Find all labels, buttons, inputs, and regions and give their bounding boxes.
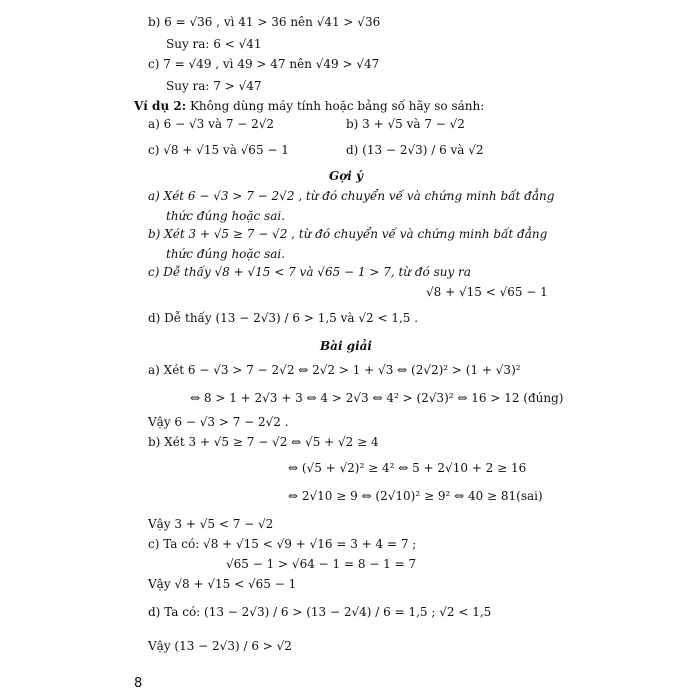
solution-b-conclusion: Vậy 3 + √5 < 7 − √2 xyxy=(148,517,274,531)
solution-b-2: ⇔ (√5 + √2)² ≥ 4² ⇔ 5 + 2√10 + 2 ≥ 16 xyxy=(288,461,527,475)
hint-heading: Gợi ý xyxy=(329,169,363,183)
line-suy-ra-2: Suy ra: 7 > √47 xyxy=(166,79,262,93)
hint-b-2: thức đúng hoặc sai. xyxy=(166,247,286,261)
example-2-text: Không dùng máy tính hoặc bảng số hãy so sánh: xyxy=(186,99,485,113)
line-suy-ra-1: Suy ra: 6 < √41 xyxy=(166,37,262,51)
line-c-part1: c) 7 = √49 , vì 49 > 47 nên √49 > √47 xyxy=(148,57,380,71)
exercise-a: a) 6 − √3 và 7 − 2√2 xyxy=(148,117,275,131)
solution-c-conclusion: Vậy √8 + √15 < √65 − 1 xyxy=(148,577,297,591)
hint-a-2: thức đúng hoặc sai. xyxy=(166,209,286,223)
solution-a-conclusion: Vậy 6 − √3 > 7 − 2√2 . xyxy=(148,415,289,429)
solution-d-conclusion: Vậy (13 − 2√3) / 6 > √2 xyxy=(148,639,292,653)
hint-d: d) Dễ thấy (13 − 2√3) / 6 > 1,5 và √2 < 1,5 . xyxy=(148,311,419,325)
exercise-c: c) √8 + √15 và √65 − 1 xyxy=(148,143,289,157)
hint-b-1: b) Xét 3 + √5 ≥ 7 − √2 , từ đó chuyển vế và chứng minh bất đẳng xyxy=(148,227,548,241)
exercise-d: d) (13 − 2√3) / 6 và √2 xyxy=(346,143,484,157)
hint-c-2: √8 + √15 < √65 − 1 xyxy=(426,285,548,299)
solution-c-2: √65 − 1 > √64 − 1 = 8 − 1 = 7 xyxy=(226,557,417,571)
solution-d-1: d) Ta có: (13 − 2√3) / 6 > (13 − 2√4) / 6 = 1,5 ; √2 < 1,5 xyxy=(148,605,492,619)
hint-a-1: a) Xét 6 − √3 > 7 − 2√2 , từ đó chuyển vế và chứng minh bất đẳng xyxy=(148,189,555,203)
line-b-part1: b) 6 = √36 , vì 41 > 36 nên √41 > √36 xyxy=(148,15,381,29)
example-2-heading xyxy=(134,98,484,114)
exercise-b: b) 3 + √5 và 7 − √2 xyxy=(346,117,465,131)
solution-b-3: ⇔ 2√10 ≥ 9 ⇔ (2√10)² ≥ 9² ⇔ 40 ≥ 81(sai) xyxy=(288,489,543,503)
hint-c-1: c) Dễ thấy √8 + √15 < 7 và √65 − 1 > 7, từ đó suy ra xyxy=(148,265,471,279)
solution-heading: Bài giải xyxy=(320,339,372,353)
solution-a-2: ⇔ 8 > 1 + 2√3 + 3 ⇔ 4 > 2√3 ⇔ 4² > (2√3)² ⇔ 16 > 12 (đúng) xyxy=(190,391,564,405)
solution-c-1: c) Ta có: √8 + √15 < √9 + √16 = 3 + 4 = 7 ; xyxy=(148,537,417,551)
solution-b-1: b) Xét 3 + √5 ≥ 7 − √2 ⇔ √5 + √2 ≥ 4 xyxy=(148,435,379,449)
example-2-label: Ví dụ 2: xyxy=(134,99,187,113)
page-number: 8 xyxy=(134,676,143,691)
solution-a-1: a) Xét 6 − √3 > 7 − 2√2 ⇔ 2√2 > 1 + √3 ⇔ (2√2)² > (1 + √3)² xyxy=(148,363,521,377)
